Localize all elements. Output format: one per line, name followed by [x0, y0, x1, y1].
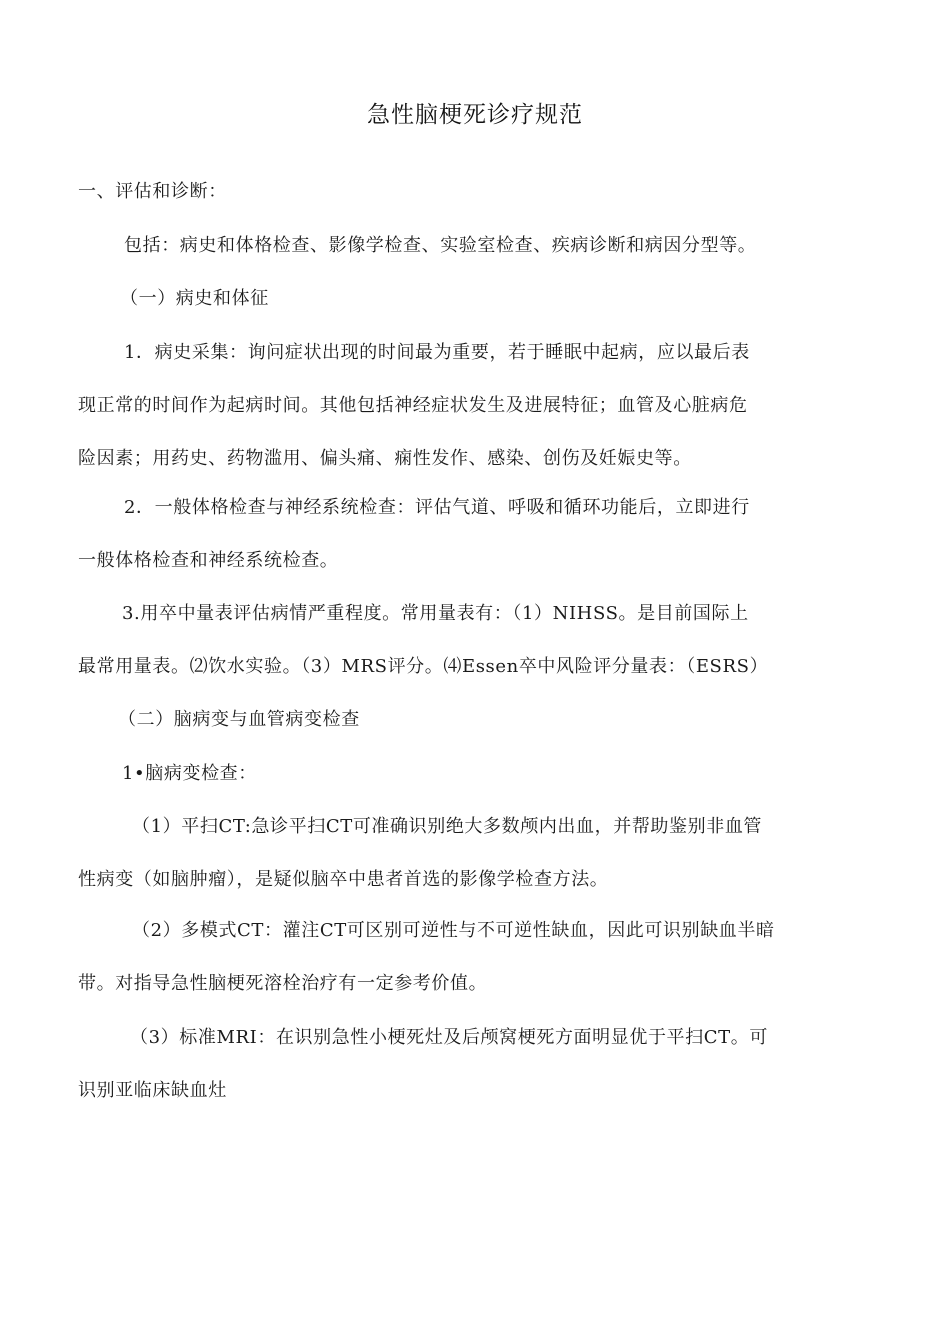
paragraph-line: （2）多模式CT：灌注CT可区别可逆性与不可逆性缺血，因此可识别缺血半暗 [132, 920, 775, 941]
intro-paragraph: 包括：病史和体格检查、影像学检查、实验室检查、疾病诊断和病因分型等。 [124, 235, 757, 256]
paragraph-stroke-scales [78, 587, 868, 693]
paragraph-standard-mri [78, 1011, 868, 1117]
paragraph-line: 3.用卒中量表评估病情严重程度。常用量表有：（1）NIHSS。是目前国际上 [122, 603, 749, 624]
paragraph-line: 现正常的时间作为起病时间。其他包括神经症状发生及进展特征；血管及心脏病危 [78, 395, 748, 416]
paragraph-history-taking [78, 326, 868, 485]
document-title: 急性脑梗死诊疗规范 [367, 102, 583, 128]
paragraph-line: 带。对指导急性脑梗死溶栓治疗有一定参考价值。 [78, 973, 488, 994]
paragraph-line: 1．病史采集：询问症状出现的时间最为重要，若于睡眠中起病，应以最后表 [124, 342, 750, 363]
paragraph-line: （3）标准MRI：在识别急性小梗死灶及后颅窝梗死方面明显优于平扫CT。可 [130, 1027, 768, 1048]
subsection-heading-imaging: （二）脑病变与血管病变检查 [118, 709, 360, 730]
paragraph-line: 一般体格检查和神经系统检查。 [78, 550, 339, 571]
subsection-heading-history: （一）病史和体征 [120, 288, 269, 309]
brain-lesion-heading: 1•脑病变检查： [122, 763, 257, 784]
paragraph-line: 最常用量表。⑵饮水实验。（3）MRS评分。⑷Essen卒中风险评分量表：（ESRS） [78, 656, 769, 677]
paragraph-line: 2．一般体格检查与神经系统检查：评估气道、呼吸和循环功能后，立即进行 [124, 497, 750, 518]
section-heading-assessment: 一、评估和诊断： [78, 181, 227, 202]
paragraph-line: 险因素；用药史、药物滥用、偏头痛、痫性发作、感染、创伤及妊娠史等。 [78, 448, 692, 469]
paragraph-line: 性病变（如脑肿瘤），是疑似脑卒中患者首选的影像学检查方法。 [78, 869, 609, 890]
paragraph-line: （1）平扫CT:急诊平扫CT可准确识别绝大多数颅内出血，并帮助鉴别非血管 [132, 816, 763, 837]
paragraph-plain-ct [78, 800, 868, 906]
paragraph-line: 识别亚临床缺血灶 [78, 1080, 227, 1101]
paragraph-physical-exam [78, 481, 868, 587]
paragraph-multimodal-ct [78, 904, 868, 1010]
